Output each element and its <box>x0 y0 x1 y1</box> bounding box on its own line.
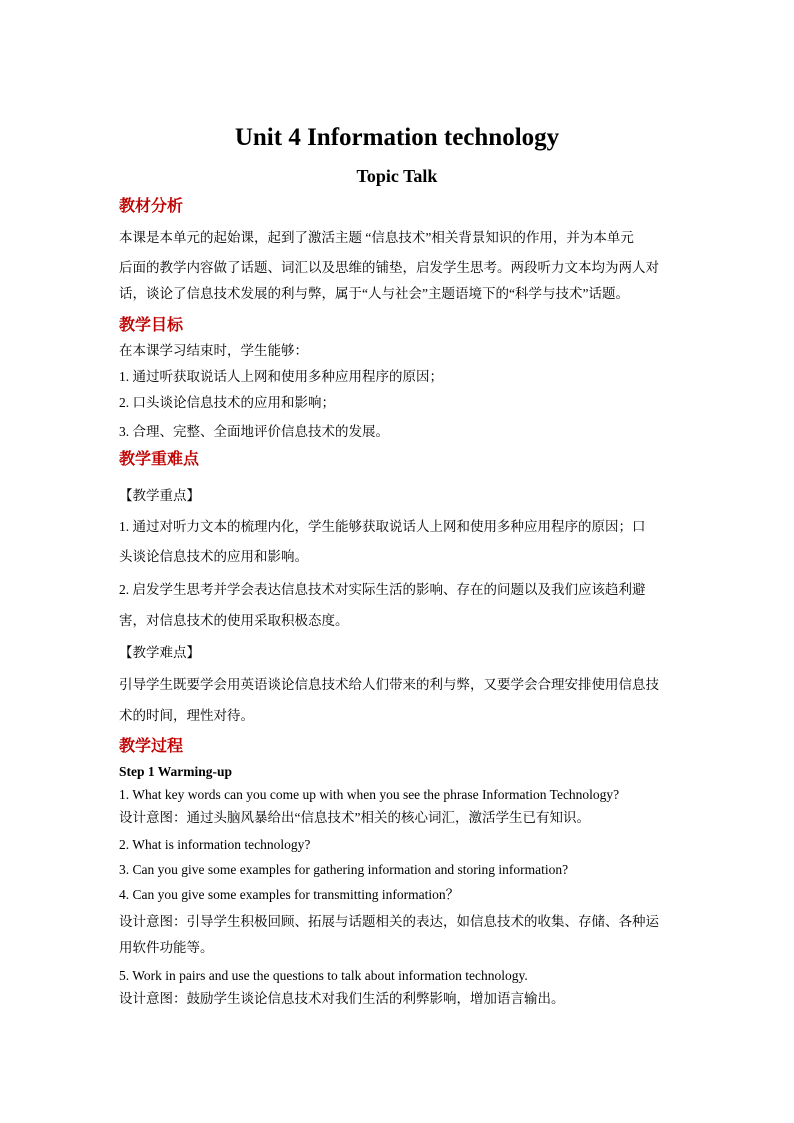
paragraph-line: 1. 通过对听力文本的梳理内化，学生能够获取说话人上网和使用多种应用程序的原因；口 <box>119 519 646 534</box>
question-line: 1. What key words can you come up with when you see the phrase Information Technology? <box>119 787 620 802</box>
paragraph-line: 头谈论信息技术的应用和影响。 <box>119 549 308 564</box>
paragraph-line: 术的时间，理性对待。 <box>119 708 254 723</box>
paragraph-line: 2. 启发学生思考并学会表达信息技术对实际生活的影响、存在的问题以及我们应该趋利避 <box>119 582 646 597</box>
design-intent-line: 设计意图：引导学生积极回顾、拓展与话题相关的表达，如信息技术的收集、存储、各种运 <box>119 914 659 929</box>
list-item: 3. 合理、完整、全面地评价信息技术的发展。 <box>119 424 389 439</box>
question-line: 5. Work in pairs and use the questions to talk about information technology. <box>119 968 528 983</box>
paragraph-line: 后面的教学内容做了话题、词汇以及思维的铺垫，启发学生思考。两段听力文本均为两人对 <box>119 260 659 275</box>
section-heading-process: 教学过程 <box>119 738 184 755</box>
document-subtitle: Topic Talk <box>356 166 438 186</box>
paragraph-line: 在本课学习结束时，学生能够： <box>119 343 308 358</box>
paragraph-line: 引导学生既要学会用英语谈论信息技术给人们带来的利与弊，又要学会合理安排使用信息技 <box>119 677 659 692</box>
question-line: 3. Can you give some examples for gathering information and storing information? <box>119 862 569 877</box>
paragraph-line: 话，谈论了信息技术发展的利与弊，属于“人与社会”主题语境下的“科学与技术”话题。 <box>119 286 629 301</box>
section-heading-key-points: 教学重难点 <box>119 451 200 468</box>
section-heading-analysis: 教材分析 <box>119 198 184 215</box>
design-intent-line: 设计意图：通过头脑风暴给出“信息技术”相关的核心词汇，激活学生已有知识。 <box>119 810 590 825</box>
paragraph-line: 本课是本单元的起始课，起到了激活主题 “信息技术”相关背景知识的作用，并为本单元 <box>119 230 634 245</box>
design-intent-line: 用软件功能等。 <box>119 940 214 955</box>
paragraph-line: 害，对信息技术的使用采取积极态度。 <box>119 613 349 628</box>
section-heading-objectives: 教学目标 <box>119 317 184 334</box>
document-title: Unit 4 Information technology <box>234 124 560 151</box>
list-item: 2. 口头谈论信息技术的应用和影响； <box>119 395 335 410</box>
question-line: 2. What is information technology? <box>119 837 311 852</box>
question-line: 4. Can you give some examples for transmitting information？ <box>119 887 460 902</box>
list-item: 1. 通过听获取说话人上网和使用多种应用程序的原因； <box>119 369 443 384</box>
step-heading: Step 1 Warming-up <box>119 764 233 779</box>
subheading-key-point: 【教学重点】 <box>119 488 200 503</box>
subheading-difficulty: 【教学难点】 <box>119 645 200 660</box>
design-intent-line: 设计意图：鼓励学生谈论信息技术对我们生活的利弊影响，增加语言输出。 <box>119 991 565 1006</box>
